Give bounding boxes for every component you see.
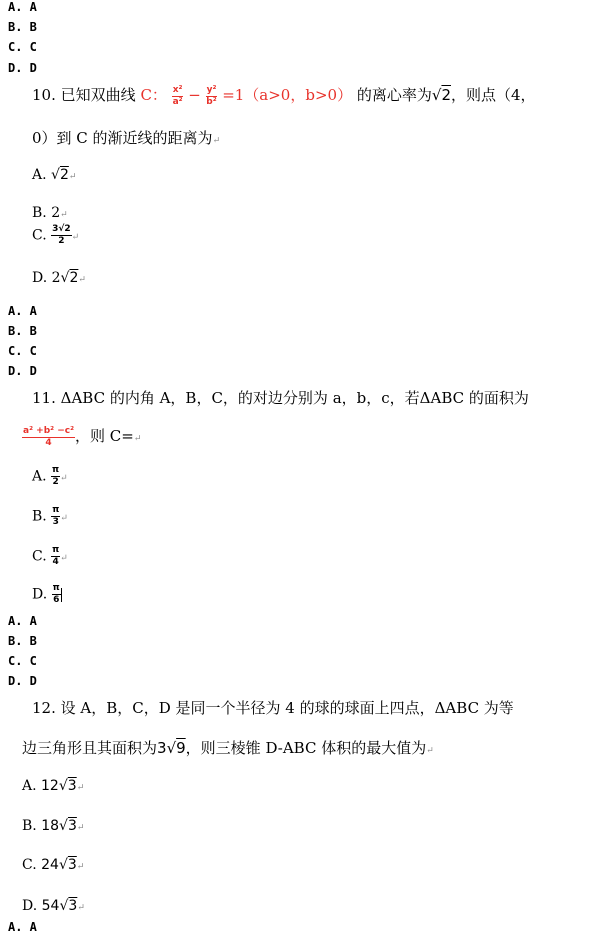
choice-b: B. B [8, 634, 37, 648]
choice-a: A. A [8, 0, 37, 14]
q10-fraction-y: $\frac{\text{y²}}{\text{b²}}$ [206, 84, 217, 107]
q10-option-b: B. 2↵ [32, 205, 68, 221]
q12-line2: 边三角形且其面积为3√9，则三棱锥 D-ABC 体积的最大值为↵ [22, 739, 434, 757]
q12-option-c: C. 24√3↵ [22, 857, 85, 873]
sqrt-expression: 54√3 [41, 898, 78, 914]
q11-option-c: C. $\frac{\pi}{4}$ ↵ [32, 545, 68, 567]
q10-eccentricity: √2 [431, 86, 451, 104]
q10-number: 10. [32, 86, 56, 104]
q11-fraction-b: $\frac{\pi}{3}$ [52, 505, 60, 527]
choice-a: A. A [8, 920, 37, 934]
q11-line2: $\frac{\text{a² +b² −c²}}{4}$ ，则 C=↵ [23, 425, 142, 448]
sqrt-expression: √2 [60, 270, 79, 286]
choice-c: C. C [8, 654, 37, 668]
q12-option-d: D. 54√3↵ [22, 898, 85, 914]
choice-a: A. A [8, 304, 37, 318]
choice-b: B. B [8, 324, 37, 338]
q12-line1: 12. 设 A，B，C，D 是同一个半径为 4 的球的球面上四点，ΔABC 为等 [32, 699, 514, 717]
q11-option-d: D. $\frac{\pi}{6}$ [32, 583, 60, 605]
q12-option-b: B. 18√3↵ [22, 818, 85, 834]
sqrt-expression: 18√3 [41, 818, 77, 834]
q10-fraction-x: $\frac{\text{x²}}{\text{a²}}$ [172, 84, 183, 107]
text-cursor [61, 588, 62, 602]
q11-fraction-d: $\frac{\pi}{6}$ [52, 583, 60, 605]
q10-line1 [32, 84, 536, 107]
q10-option-d: D. 2√2↵ [32, 270, 86, 286]
choice-c: C. C [8, 344, 37, 358]
q10-option-c: C. $\frac{3√2}{2}$ ↵ [32, 224, 80, 246]
q11-fraction-a: $\frac{\pi}{2}$ [52, 465, 60, 487]
choice-c: C. C [8, 40, 37, 54]
choice-b: B. B [8, 20, 37, 34]
choice-a: A. A [8, 614, 37, 628]
q10-option-a: A. √2↵ [32, 167, 77, 183]
q10-line2: 0）到 C 的渐近线的距离为↵ [32, 129, 221, 147]
q11-option-a: A. $\frac{\pi}{2}$ ↵ [32, 465, 68, 487]
sqrt-expression: 24√3 [41, 857, 77, 873]
q11-option-b: B. $\frac{\pi}{3}$ ↵ [32, 505, 68, 527]
choice-d: D. D [8, 674, 37, 688]
q12-area-value: 3√9 [157, 739, 186, 757]
q10-equation-tail: =1（a>0，b>0） [222, 86, 353, 104]
q10-curve-label: C： [140, 86, 167, 104]
choice-d: D. D [8, 61, 37, 75]
q10-text-mid: 的离心率为 [356, 86, 432, 104]
sqrt-expression: 12√3 [41, 778, 77, 794]
sqrt-expression: √2 [51, 167, 69, 183]
q10-text-post: ，则点（4， [450, 86, 536, 104]
q12-option-a: A. 12√3↵ [22, 778, 85, 794]
q10-fraction-c: $\frac{3√2}{2}$ [52, 224, 71, 246]
q10-text-pre: 已知双曲线 [60, 86, 136, 104]
q11-line1: 11. ΔABC 的内角 A，B，C，的对边分别为 a，b，c，若ΔABC 的面积为 [32, 389, 529, 407]
q11-area-fraction: $\frac{\text{a² +b² −c²}}{4}$ [23, 425, 75, 448]
choice-d: D. D [8, 364, 37, 378]
q10-minus: − [188, 86, 201, 104]
q11-fraction-c: $\frac{\pi}{4}$ [52, 545, 60, 567]
